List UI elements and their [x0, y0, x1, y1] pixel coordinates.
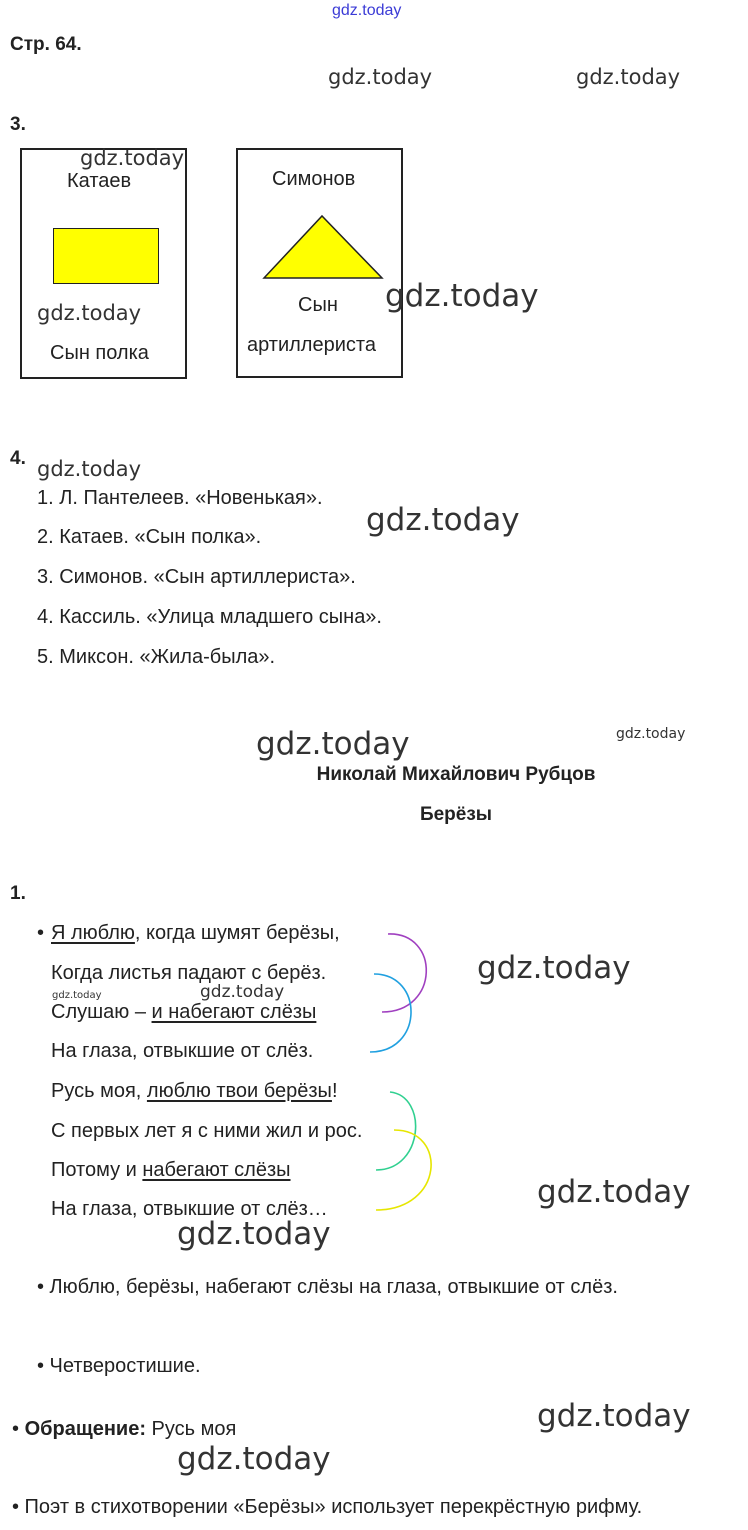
rectangle-symbol — [53, 228, 159, 284]
card-author: Катаев — [67, 170, 132, 192]
watermark: gdz.today — [37, 457, 142, 481]
bullet: • — [37, 922, 45, 944]
watermark-top: gdz.today — [332, 2, 402, 19]
answer-address: • Обращение: Русь моя — [12, 1418, 237, 1440]
poem-line-2: Когда листья падают с берёз. — [51, 962, 327, 984]
rhyme-arc — [376, 1092, 416, 1170]
card-title-line1: Сын — [298, 294, 338, 316]
list-item: 4. Кассиль. «Улица младшего сына». — [37, 606, 382, 628]
watermark: gdz.today — [177, 1216, 331, 1252]
poem-line-5: Русь моя, люблю твои берёзы! — [51, 1080, 338, 1102]
book-card-simonov — [236, 148, 403, 378]
poem-line-7: Потому и набегают слёзы — [51, 1159, 291, 1181]
watermark: gdz.today — [177, 1441, 331, 1477]
watermark: gdz.today — [537, 1398, 691, 1434]
page-label: Стр. 64. — [10, 34, 82, 55]
list-item: 3. Симонов. «Сын артиллериста». — [37, 566, 356, 588]
watermark: gdz.today — [37, 301, 142, 325]
poem-line-6: С первых лет я с ними жил и рос. — [51, 1120, 363, 1142]
poem-line-4: На глаза, отвыкшие от слёз. — [51, 1040, 314, 1062]
list-item: 1. Л. Пантелеев. «Новенькая». — [37, 487, 323, 509]
rhyme-arc — [376, 1130, 431, 1210]
watermark: gdz.today — [385, 278, 539, 314]
watermark: gdz.today — [537, 1174, 691, 1210]
watermark: gdz.today — [477, 950, 631, 986]
watermark: gdz.today — [200, 982, 285, 1002]
watermark: gdz.today — [328, 65, 433, 89]
poem-line-8: На глаза, отвыкшие от слёз… — [51, 1198, 328, 1220]
task1-number: 1. — [10, 883, 26, 904]
poem-line-1: Я люблю, когда шумят берёзы, — [51, 922, 340, 944]
card-title: Сын полка — [50, 342, 149, 364]
poem-line-3: Слушаю – и набегают слёзы — [51, 1001, 317, 1023]
watermark: gdz.today — [52, 990, 102, 1001]
list-item: 5. Миксон. «Жила-была». — [37, 646, 276, 668]
card-author: Симонов — [272, 168, 356, 190]
watermark: gdz.today — [366, 502, 520, 538]
card-title-line2: артиллериста — [247, 334, 376, 356]
answer-rhyme: • Поэт в стихотворении «Берёзы» использует перекрёстную рифму. — [12, 1496, 643, 1518]
task3-number: 3. — [10, 114, 26, 135]
watermark: gdz.today — [80, 146, 185, 170]
watermark: gdz.today — [576, 65, 681, 89]
rhyme-arc — [370, 974, 411, 1052]
task4-number: 4. — [10, 448, 26, 469]
list-item: 2. Катаев. «Сын полка». — [37, 526, 262, 548]
answer-form: • Четверостишие. — [37, 1355, 201, 1377]
rhyme-arc — [382, 934, 426, 1012]
book-card-kataev — [20, 148, 187, 379]
answer-words: • Люблю, берёзы, набегают слёзы на глаза, отвыкшие от слёз. — [37, 1276, 618, 1298]
watermark: gdz.today — [256, 726, 410, 762]
poem-author: Николай Михайлович Рубцов — [316, 764, 596, 785]
watermark: gdz.today — [616, 726, 686, 742]
poem-title: Берёзы — [419, 804, 493, 825]
